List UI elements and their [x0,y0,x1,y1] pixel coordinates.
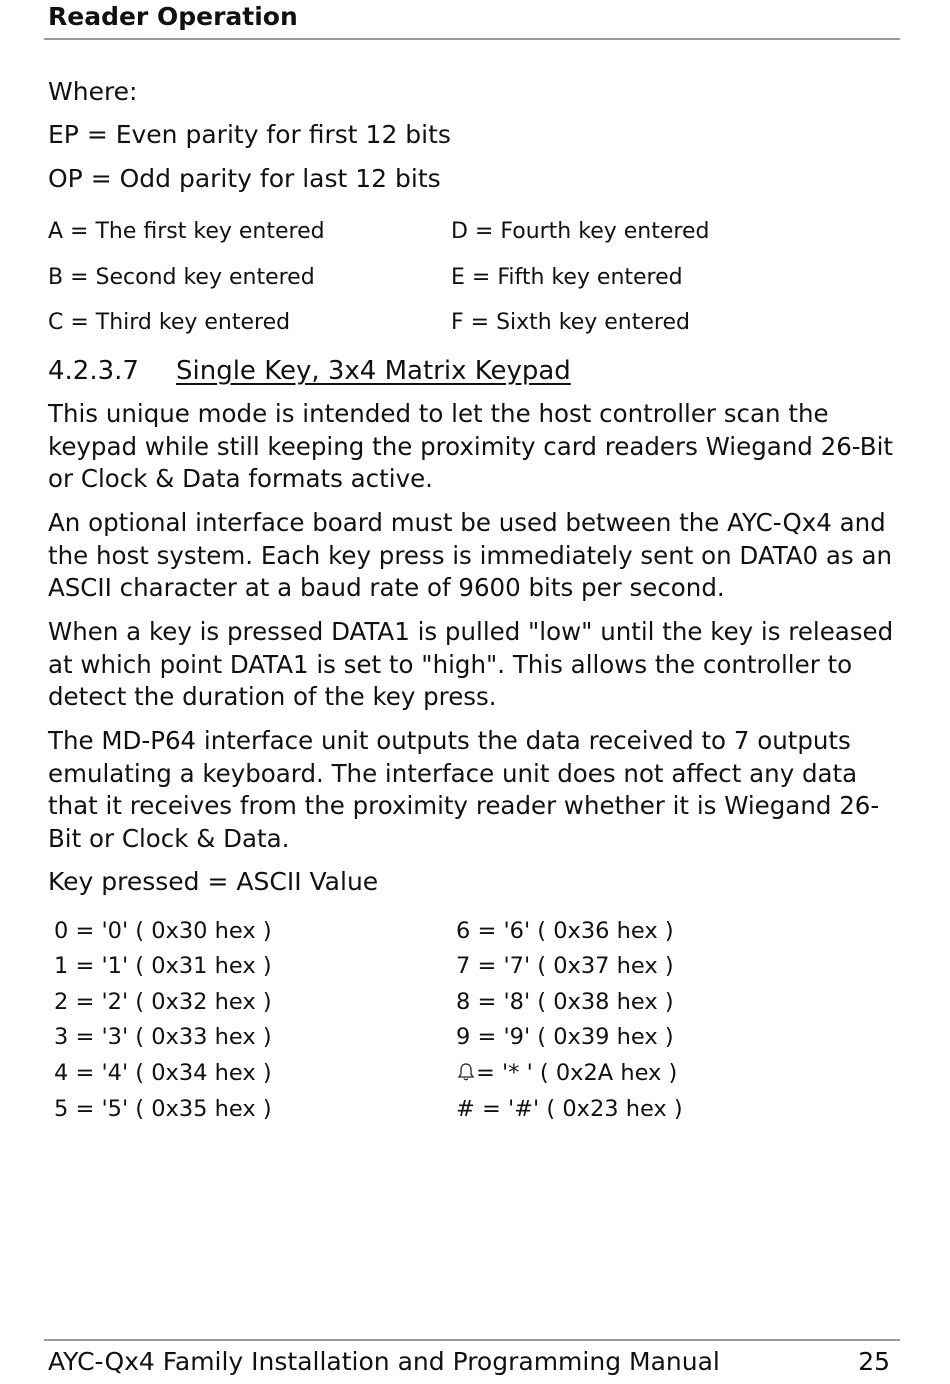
ascii-value-row: # = '#' ( 0x23 hex ) [456,1096,683,1122]
ascii-value-row: 7 = '7' ( 0x37 hex ) [456,953,674,979]
ascii-value-row: 9 = '9' ( 0x39 hex ) [456,1024,674,1050]
key-definition: F = Sixth key entered [451,310,690,335]
where-label: Where: [48,77,138,106]
key-definition: A = The first key entered [48,219,325,244]
footer-rule [44,1339,900,1341]
key-definition: C = Third key entered [48,310,291,335]
odd-parity-definition: OP = Odd parity for last 12 bits [48,164,441,193]
section-title: Single Key, 3x4 Matrix Keypad [176,356,571,386]
ascii-value-label: Key pressed = ASCII Value [48,867,379,896]
footer-manual-title: AYC-Qx4 Family Installation and Programming Manual [48,1347,720,1376]
header-rule [44,38,900,40]
ascii-value-row: 8 = '8' ( 0x38 hex ) [456,989,674,1015]
ascii-value-row: 3 = '3' ( 0x33 hex ) [54,1024,272,1050]
ascii-value-row: 0 = '0' ( 0x30 hex ) [54,918,272,944]
ascii-value-text: = '* ' ( 0x2A hex ) [476,1060,678,1086]
key-definition: B = Second key entered [48,265,315,290]
section-heading [48,352,571,390]
paragraph: The MD-P64 interface unit outputs the data received to 7 outputs emulating a keyboard. The interface unit does not affect any data that it receives from the proximity reader whether it is Wiegand 26-Bit or Clock & Data. [48,726,880,853]
even-parity-definition: EP = Even parity for first 12 bits [48,120,451,149]
ascii-value-row: 5 = '5' ( 0x35 hex ) [54,1096,272,1122]
key-definition: E = Fifth key entered [451,265,683,290]
ascii-value-row-star [456,1058,677,1090]
ascii-value-row: 4 = '4' ( 0x34 hex ) [54,1060,272,1086]
paragraph: When a key is pressed DATA1 is pulled "low" until the key is released at which point DATA1 is set to "high". This allows the controller to detect the duration of the key press. [48,617,894,711]
page-header-title: Reader Operation [48,2,298,31]
section-number: 4.2.3.7 [48,356,139,386]
ascii-value-row: 6 = '6' ( 0x36 hex ) [456,918,674,944]
page-number: 25 [858,1347,890,1376]
ascii-value-row: 2 = '2' ( 0x32 hex ) [54,989,272,1015]
bell-icon [456,1060,476,1090]
key-definition: D = Fourth key entered [451,219,710,244]
paragraph: An optional interface board must be used between the AYC-Qx4 and the host system. Each key press is immediately sent on DATA0 as an ASCII character at a baud rate of 9600 bits per second. [48,508,893,602]
ascii-value-row: 1 = '1' ( 0x31 hex ) [54,953,272,979]
paragraph: This unique mode is intended to let the host controller scan the keypad while still keeping the proximity card readers Wiegand 26-Bit or Clock & Data formats active. [48,399,893,493]
